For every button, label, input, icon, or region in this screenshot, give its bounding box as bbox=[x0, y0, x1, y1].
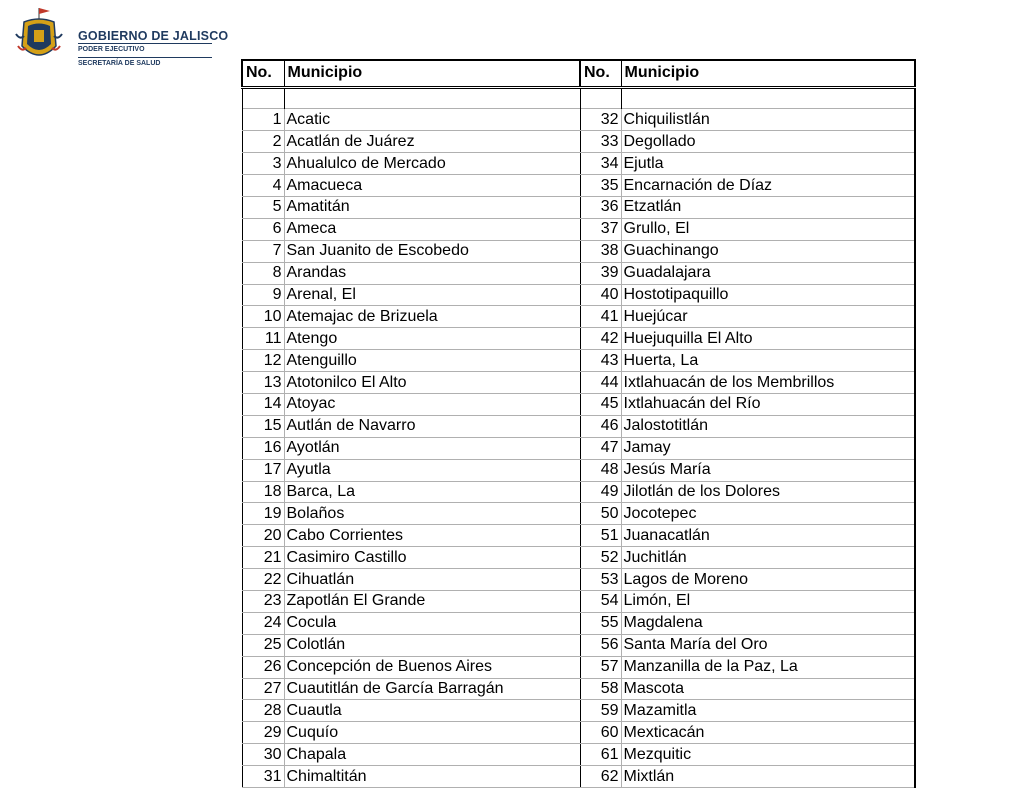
row-municipio-right: Mexticacán bbox=[621, 722, 915, 744]
row-number-left: 20 bbox=[242, 525, 284, 547]
row-number-right: 41 bbox=[580, 306, 621, 328]
table-row bbox=[242, 175, 915, 197]
table-row bbox=[242, 350, 915, 372]
org-name: GOBIERNO DE JALISCO bbox=[78, 29, 229, 43]
table-header-row bbox=[242, 60, 915, 87]
table-row bbox=[242, 722, 915, 744]
row-number-right: 54 bbox=[580, 590, 621, 612]
table-row bbox=[242, 218, 915, 240]
org-department: SECRETARÍA DE SALUD bbox=[78, 60, 161, 67]
row-number-left: 18 bbox=[242, 481, 284, 503]
table-row bbox=[242, 547, 915, 569]
table-row bbox=[242, 109, 915, 131]
table-row bbox=[242, 634, 915, 656]
row-number-right: 52 bbox=[580, 547, 621, 569]
table-row bbox=[242, 437, 915, 459]
row-municipio-right: Degollado bbox=[621, 131, 915, 153]
row-municipio-right: Mixtlán bbox=[621, 766, 915, 788]
table-row bbox=[242, 196, 915, 218]
row-municipio-right: Mazamitla bbox=[621, 700, 915, 722]
table-row bbox=[242, 766, 915, 788]
table-row bbox=[242, 525, 915, 547]
row-municipio-right: Ixtlahuacán de los Membrillos bbox=[621, 372, 915, 394]
row-municipio-left: Atenguillo bbox=[284, 350, 580, 372]
row-number-left: 29 bbox=[242, 722, 284, 744]
row-number-right: 56 bbox=[580, 634, 621, 656]
row-number-right: 47 bbox=[580, 437, 621, 459]
row-number-right: 61 bbox=[580, 744, 621, 766]
row-municipio-right: Guadalajara bbox=[621, 262, 915, 284]
row-municipio-right: Jocotepec bbox=[621, 503, 915, 525]
row-number-right: 58 bbox=[580, 678, 621, 700]
row-municipio-right: Magdalena bbox=[621, 612, 915, 634]
header-no-1: No. bbox=[242, 60, 284, 87]
row-municipio-left: Zapotlán El Grande bbox=[284, 590, 580, 612]
row-municipio-right: Jesús María bbox=[621, 459, 915, 481]
row-number-left: 26 bbox=[242, 656, 284, 678]
row-municipio-left: Atoyac bbox=[284, 393, 580, 415]
row-number-left: 2 bbox=[242, 131, 284, 153]
row-number-right: 37 bbox=[580, 218, 621, 240]
row-municipio-right: Juanacatlán bbox=[621, 525, 915, 547]
row-number-left: 22 bbox=[242, 569, 284, 591]
org-subtitle: PODER EJECUTIVO bbox=[78, 46, 145, 53]
row-number-right: 46 bbox=[580, 415, 621, 437]
row-number-left: 19 bbox=[242, 503, 284, 525]
row-municipio-right: Jalostotitlán bbox=[621, 415, 915, 437]
row-municipio-left: Amacueca bbox=[284, 175, 580, 197]
row-number-left: 14 bbox=[242, 393, 284, 415]
row-municipio-right: Juchitlán bbox=[621, 547, 915, 569]
header-municipio-1: Municipio bbox=[284, 60, 580, 87]
table-row bbox=[242, 503, 915, 525]
row-number-right: 36 bbox=[580, 196, 621, 218]
row-municipio-left: Amatitán bbox=[284, 196, 580, 218]
row-number-right: 33 bbox=[580, 131, 621, 153]
row-municipio-right: Hostotipaquillo bbox=[621, 284, 915, 306]
row-number-left: 8 bbox=[242, 262, 284, 284]
row-municipio-right: Huerta, La bbox=[621, 350, 915, 372]
row-municipio-left: Arandas bbox=[284, 262, 580, 284]
row-municipio-right: Lagos de Moreno bbox=[621, 569, 915, 591]
row-municipio-left: Barca, La bbox=[284, 481, 580, 503]
row-municipio-right: Encarnación de Díaz bbox=[621, 175, 915, 197]
row-municipio-right: Manzanilla de la Paz, La bbox=[621, 656, 915, 678]
row-number-left: 30 bbox=[242, 744, 284, 766]
row-number-left: 7 bbox=[242, 240, 284, 262]
table-row bbox=[242, 569, 915, 591]
row-municipio-right: Chiquilistlán bbox=[621, 109, 915, 131]
table-row bbox=[242, 612, 915, 634]
row-municipio-left: Chapala bbox=[284, 744, 580, 766]
row-municipio-right: Huejúcar bbox=[621, 306, 915, 328]
row-municipio-right: Santa María del Oro bbox=[621, 634, 915, 656]
row-municipio-right: Guachinango bbox=[621, 240, 915, 262]
table-row bbox=[242, 328, 915, 350]
jalisco-logo bbox=[12, 6, 229, 68]
row-municipio-right: Mascota bbox=[621, 678, 915, 700]
row-municipio-left: Chimaltitán bbox=[284, 766, 580, 788]
row-municipio-left: Concepción de Buenos Aires bbox=[284, 656, 580, 678]
row-municipio-left: Cihuatlán bbox=[284, 569, 580, 591]
row-municipio-left: Atengo bbox=[284, 328, 580, 350]
header-no-2: No. bbox=[580, 60, 621, 87]
table-row bbox=[242, 700, 915, 722]
row-number-right: 55 bbox=[580, 612, 621, 634]
row-number-right: 32 bbox=[580, 109, 621, 131]
row-number-right: 60 bbox=[580, 722, 621, 744]
municipios-table-container bbox=[241, 59, 914, 785]
table-row bbox=[242, 153, 915, 175]
municipios-table bbox=[241, 59, 916, 788]
row-municipio-left: Bolaños bbox=[284, 503, 580, 525]
row-number-left: 31 bbox=[242, 766, 284, 788]
row-number-left: 28 bbox=[242, 700, 284, 722]
header-municipio-2: Municipio bbox=[621, 60, 915, 87]
row-number-left: 3 bbox=[242, 153, 284, 175]
row-number-right: 42 bbox=[580, 328, 621, 350]
table-row bbox=[242, 306, 915, 328]
row-number-right: 50 bbox=[580, 503, 621, 525]
row-number-right: 45 bbox=[580, 393, 621, 415]
table-body bbox=[242, 87, 915, 788]
row-municipio-right: Ejutla bbox=[621, 153, 915, 175]
table-row bbox=[242, 284, 915, 306]
row-municipio-left: Acatic bbox=[284, 109, 580, 131]
row-number-right: 39 bbox=[580, 262, 621, 284]
row-number-right: 35 bbox=[580, 175, 621, 197]
row-municipio-right: Jamay bbox=[621, 437, 915, 459]
row-number-left: 15 bbox=[242, 415, 284, 437]
row-number-left: 4 bbox=[242, 175, 284, 197]
table-row bbox=[242, 240, 915, 262]
row-municipio-left: Atotonilco El Alto bbox=[284, 372, 580, 394]
row-number-right: 34 bbox=[580, 153, 621, 175]
table-row bbox=[242, 459, 915, 481]
row-municipio-left: Cabo Corrientes bbox=[284, 525, 580, 547]
row-municipio-left: Ahualulco de Mercado bbox=[284, 153, 580, 175]
row-municipio-right: Grullo, El bbox=[621, 218, 915, 240]
row-number-left: 27 bbox=[242, 678, 284, 700]
row-municipio-left: Ayutla bbox=[284, 459, 580, 481]
row-municipio-right: Mezquitic bbox=[621, 744, 915, 766]
row-number-right: 38 bbox=[580, 240, 621, 262]
table-row bbox=[242, 678, 915, 700]
row-number-left: 6 bbox=[242, 218, 284, 240]
row-municipio-left: Autlán de Navarro bbox=[284, 415, 580, 437]
row-number-right: 51 bbox=[580, 525, 621, 547]
row-number-left: 21 bbox=[242, 547, 284, 569]
table-row bbox=[242, 481, 915, 503]
row-number-right: 43 bbox=[580, 350, 621, 372]
table-row bbox=[242, 744, 915, 766]
row-municipio-left: Cuautla bbox=[284, 700, 580, 722]
row-number-right: 40 bbox=[580, 284, 621, 306]
row-number-left: 1 bbox=[242, 109, 284, 131]
row-number-right: 62 bbox=[580, 766, 621, 788]
row-number-left: 11 bbox=[242, 328, 284, 350]
row-municipio-left: Arenal, El bbox=[284, 284, 580, 306]
row-number-left: 25 bbox=[242, 634, 284, 656]
divider bbox=[78, 57, 212, 58]
row-number-left: 10 bbox=[242, 306, 284, 328]
row-municipio-right: Etzatlán bbox=[621, 196, 915, 218]
table-row bbox=[242, 372, 915, 394]
table-row bbox=[242, 415, 915, 437]
spacer-row bbox=[242, 87, 915, 109]
row-number-left: 5 bbox=[242, 196, 284, 218]
row-municipio-left: Atemajac de Brizuela bbox=[284, 306, 580, 328]
row-municipio-right: Jilotlán de los Dolores bbox=[621, 481, 915, 503]
row-municipio-left: Cocula bbox=[284, 612, 580, 634]
table-row bbox=[242, 393, 915, 415]
row-number-left: 23 bbox=[242, 590, 284, 612]
row-number-left: 24 bbox=[242, 612, 284, 634]
row-municipio-left: Colotlán bbox=[284, 634, 580, 656]
table-row bbox=[242, 656, 915, 678]
row-number-left: 17 bbox=[242, 459, 284, 481]
table-row bbox=[242, 262, 915, 284]
row-number-right: 57 bbox=[580, 656, 621, 678]
row-municipio-left: Cuautitlán de García Barragán bbox=[284, 678, 580, 700]
row-municipio-left: Ayotlán bbox=[284, 437, 580, 459]
row-municipio-left: Acatlán de Juárez bbox=[284, 131, 580, 153]
coat-of-arms-icon bbox=[12, 6, 68, 68]
row-municipio-right: Ixtlahuacán del Río bbox=[621, 393, 915, 415]
row-municipio-left: Ameca bbox=[284, 218, 580, 240]
row-number-right: 53 bbox=[580, 569, 621, 591]
row-number-right: 44 bbox=[580, 372, 621, 394]
row-municipio-right: Huejuquilla El Alto bbox=[621, 328, 915, 350]
row-municipio-left: Casimiro Castillo bbox=[284, 547, 580, 569]
row-municipio-right: Limón, El bbox=[621, 590, 915, 612]
row-number-left: 9 bbox=[242, 284, 284, 306]
row-number-left: 13 bbox=[242, 372, 284, 394]
row-municipio-left: Cuquío bbox=[284, 722, 580, 744]
row-number-left: 16 bbox=[242, 437, 284, 459]
row-number-right: 49 bbox=[580, 481, 621, 503]
table-row bbox=[242, 131, 915, 153]
row-number-left: 12 bbox=[242, 350, 284, 372]
row-number-right: 48 bbox=[580, 459, 621, 481]
row-number-right: 59 bbox=[580, 700, 621, 722]
table-row bbox=[242, 590, 915, 612]
row-municipio-left: San Juanito de Escobedo bbox=[284, 240, 580, 262]
divider bbox=[78, 43, 212, 44]
